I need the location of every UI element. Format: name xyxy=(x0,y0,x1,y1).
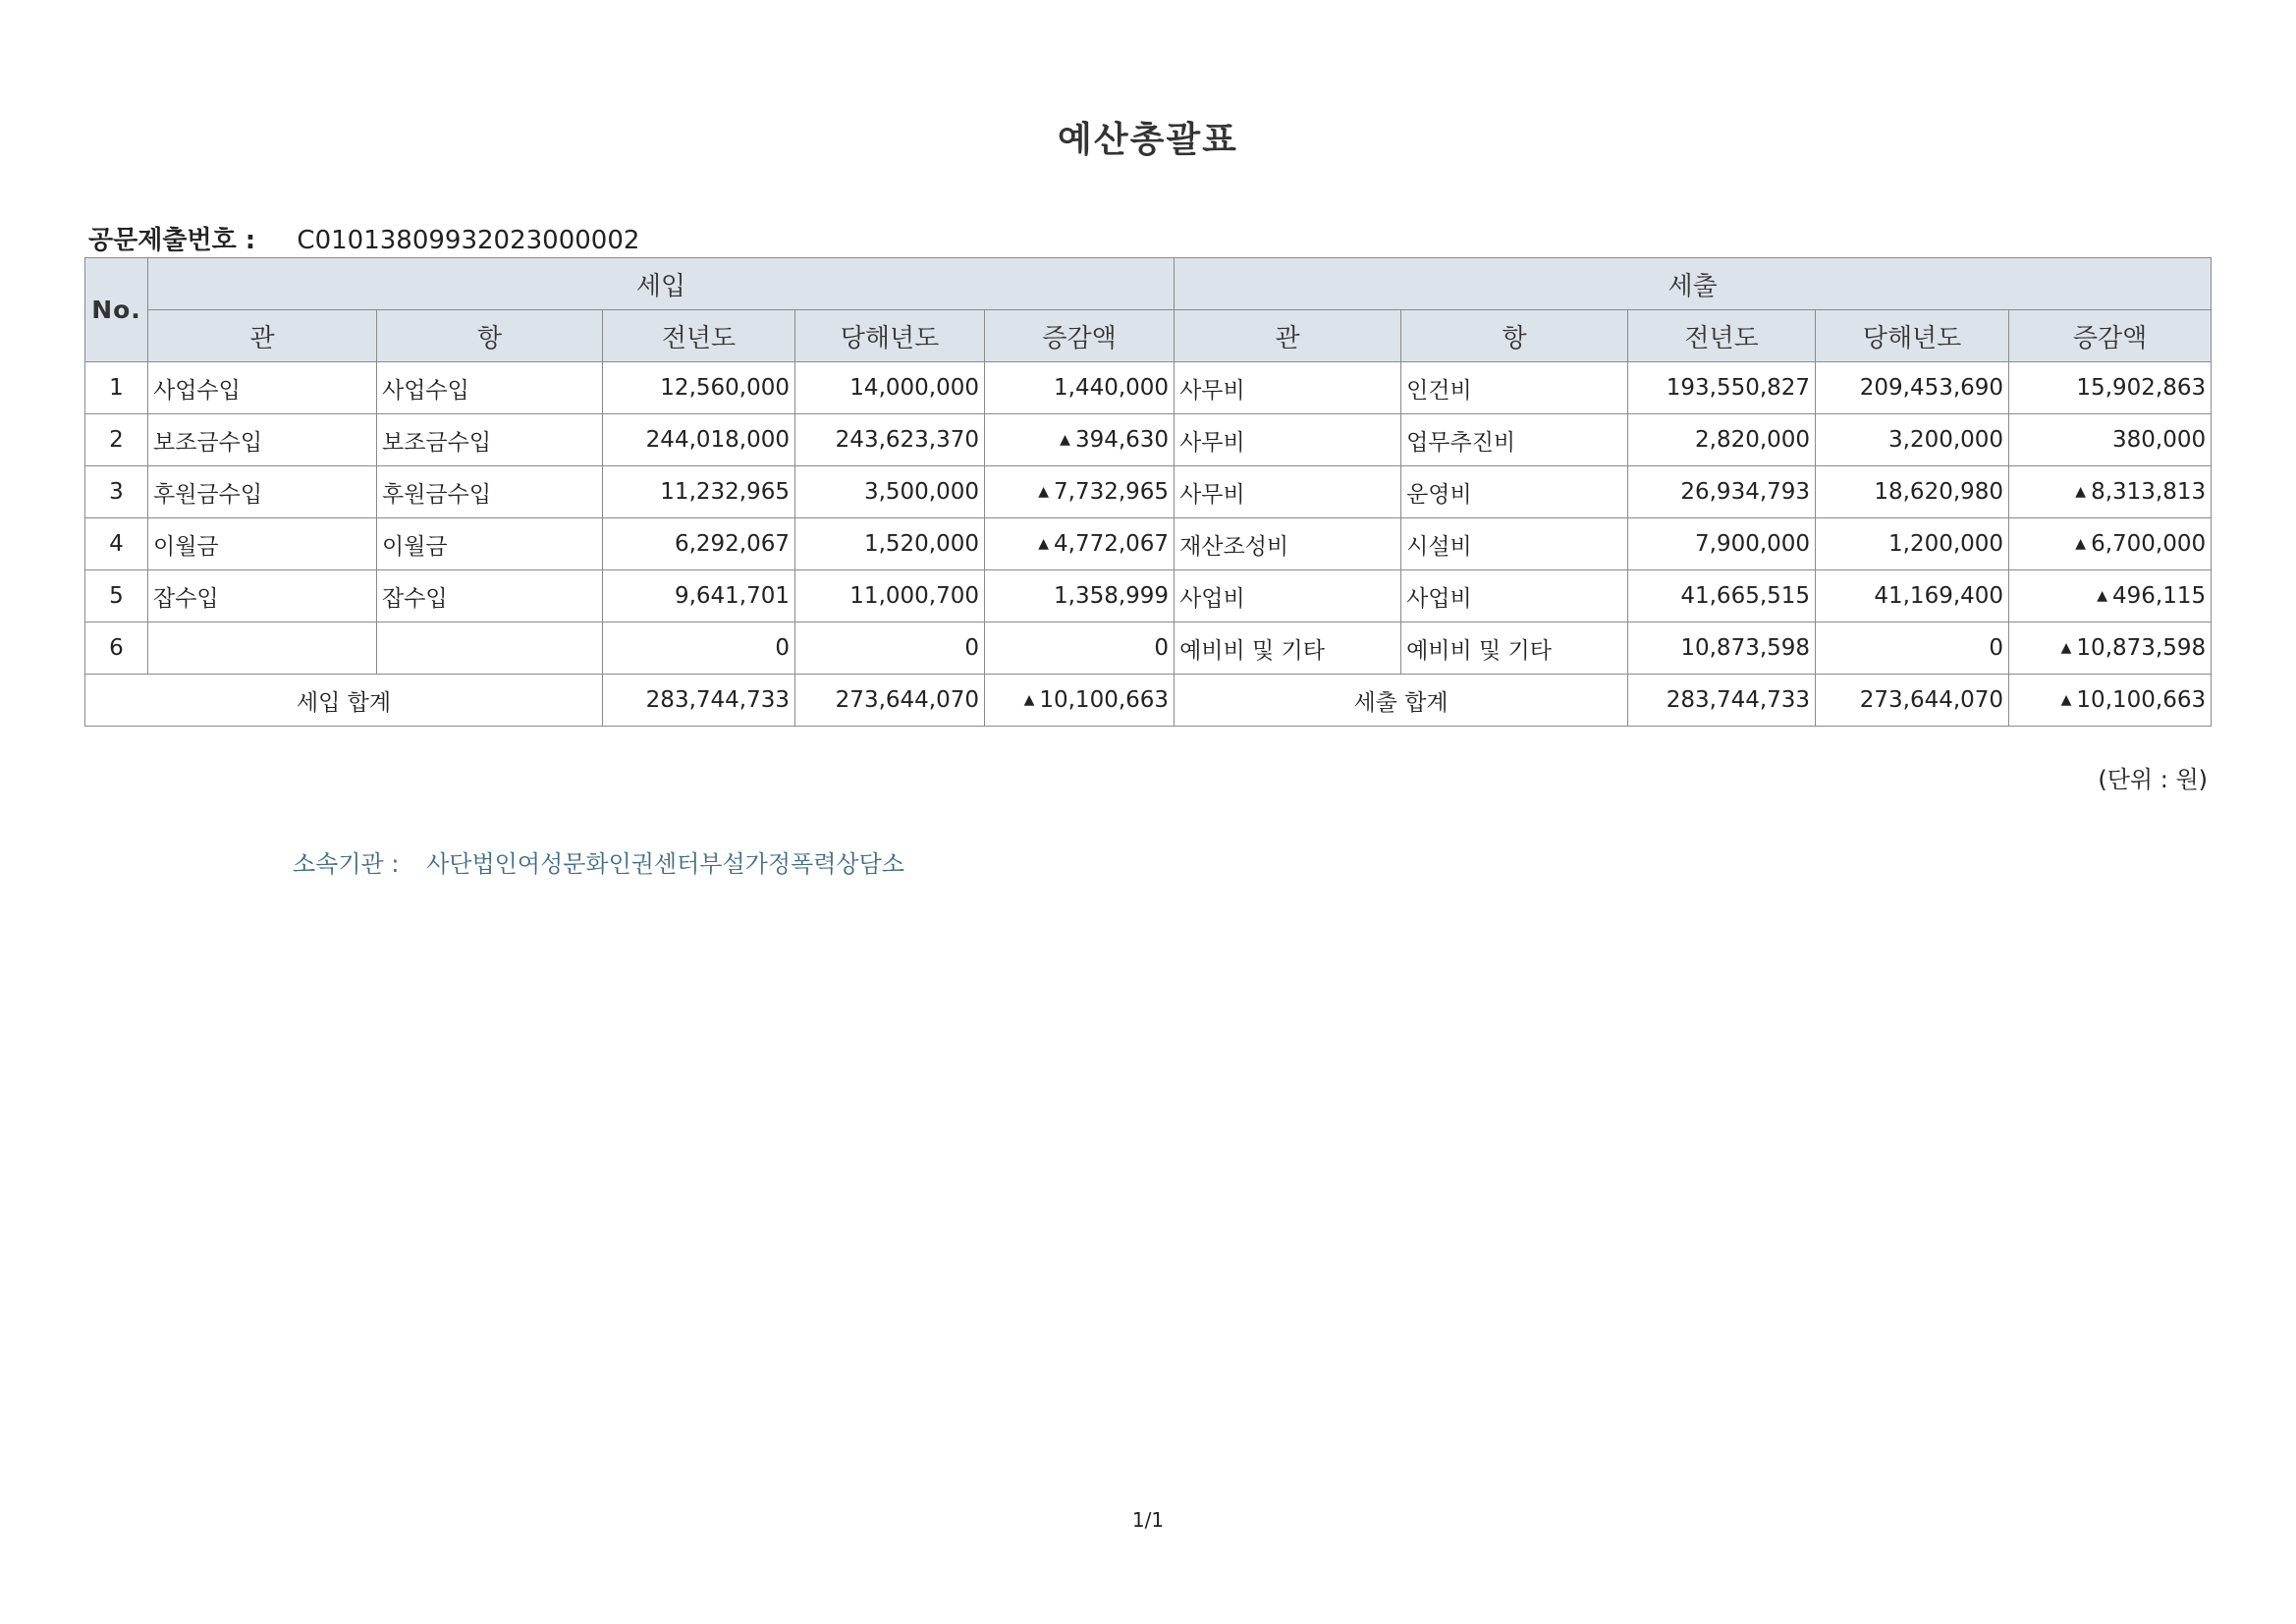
row-no: 5 xyxy=(85,570,148,623)
income-diff-value: 0 xyxy=(1154,635,1170,661)
income-total-diff-value: 10,100,663 xyxy=(1039,687,1170,713)
income-hang-header: 항 xyxy=(377,310,603,362)
decrease-triangle-icon: ▲ xyxy=(2097,588,2107,604)
expense-header: 세출 xyxy=(1175,258,2212,310)
submission-info xyxy=(88,220,639,256)
expense-prev-year: 7,900,000 xyxy=(1628,518,1816,570)
expense-prev-year: 26,934,793 xyxy=(1628,466,1816,518)
no-header: No. xyxy=(85,258,148,362)
expense-diff-value: 8,313,813 xyxy=(2091,479,2207,505)
expense-diff-value: 380,000 xyxy=(2112,427,2207,453)
expense-diff xyxy=(2009,518,2212,570)
income-prev-year: 12,560,000 xyxy=(603,362,795,414)
income-prev-year: 9,641,701 xyxy=(603,570,795,623)
row-no: 2 xyxy=(85,414,148,466)
expense-total-curr-year: 273,644,070 xyxy=(1816,675,2009,727)
organization-info xyxy=(293,844,904,879)
income-curr-year: 3,500,000 xyxy=(795,466,985,518)
expense-gwan: 재산조성비 xyxy=(1175,518,1401,570)
income-total-prev-year: 283,744,733 xyxy=(603,675,795,727)
decrease-triangle-icon: ▲ xyxy=(1060,432,1070,448)
income-gwan: 이월금 xyxy=(148,518,377,570)
income-curr-year: 1,520,000 xyxy=(795,518,985,570)
income-curr-year: 14,000,000 xyxy=(795,362,985,414)
expense-curr-year: 41,169,400 xyxy=(1816,570,2009,623)
table-row xyxy=(85,518,2212,570)
decrease-triangle-icon: ▲ xyxy=(1038,484,1049,500)
income-hang: 잡수입 xyxy=(377,570,603,623)
expense-total-prev-year: 283,744,733 xyxy=(1628,675,1816,727)
submission-number: C01013809932023000002 xyxy=(297,226,640,255)
income-gwan: 보조금수입 xyxy=(148,414,377,466)
table-row xyxy=(85,623,2212,675)
row-no: 6 xyxy=(85,623,148,675)
income-hang: 이월금 xyxy=(377,518,603,570)
expense-diff xyxy=(2009,362,2212,414)
income-curr-year: 11,000,700 xyxy=(795,570,985,623)
income-diff xyxy=(985,623,1175,675)
totals-row xyxy=(85,675,2212,727)
income-diff xyxy=(985,570,1175,623)
decrease-triangle-icon: ▲ xyxy=(2060,692,2072,708)
page-number: 1/1 xyxy=(1131,1508,1165,1532)
expense-hang: 업무추진비 xyxy=(1401,414,1628,466)
expense-diff-value: 10,873,598 xyxy=(2076,635,2207,661)
expense-hang: 예비비 및 기타 xyxy=(1401,623,1628,675)
decrease-triangle-icon: ▲ xyxy=(1023,692,1035,708)
expense-hang: 운영비 xyxy=(1401,466,1628,518)
income-diff-header: 증감액 xyxy=(985,310,1175,362)
income-diff xyxy=(985,414,1175,466)
income-total-diff xyxy=(985,675,1175,727)
budget-summary-table xyxy=(84,257,2212,727)
income-total-label: 세입 합계 xyxy=(85,675,603,727)
decrease-triangle-icon: ▲ xyxy=(2075,484,2087,500)
income-diff-value: 4,772,067 xyxy=(1054,531,1170,557)
income-hang: 사업수입 xyxy=(377,362,603,414)
income-gwan-header: 관 xyxy=(148,310,377,362)
income-curr-year: 243,623,370 xyxy=(795,414,985,466)
income-gwan: 사업수입 xyxy=(148,362,377,414)
row-no: 3 xyxy=(85,466,148,518)
expense-curr-year: 18,620,980 xyxy=(1816,466,2009,518)
income-diff-value: 1,358,999 xyxy=(1054,583,1170,609)
expense-gwan: 사무비 xyxy=(1175,466,1401,518)
organization-label: 소속기관 : xyxy=(293,850,400,878)
expense-prev-year: 41,665,515 xyxy=(1628,570,1816,623)
expense-diff-header: 증감액 xyxy=(2009,310,2212,362)
expense-gwan: 예비비 및 기타 xyxy=(1175,623,1401,675)
expense-gwan: 사무비 xyxy=(1175,362,1401,414)
expense-curr-year: 0 xyxy=(1816,623,2009,675)
income-diff-value: 394,630 xyxy=(1074,427,1170,453)
expense-curr-year: 1,200,000 xyxy=(1816,518,2009,570)
table-row xyxy=(85,414,2212,466)
expense-total-label: 세출 합계 xyxy=(1175,675,1628,727)
income-hang xyxy=(377,623,603,675)
table-row xyxy=(85,362,2212,414)
expense-total-diff xyxy=(2009,675,2212,727)
income-prev-year-header: 전년도 xyxy=(603,310,795,362)
expense-hang: 사업비 xyxy=(1401,570,1628,623)
income-header: 세입 xyxy=(148,258,1175,310)
income-hang: 후원금수입 xyxy=(377,466,603,518)
income-diff xyxy=(985,466,1175,518)
page-title: 예산총괄표 xyxy=(1058,120,1238,160)
row-no: 1 xyxy=(85,362,148,414)
income-diff-value: 7,732,965 xyxy=(1054,479,1170,505)
expense-prev-year: 193,550,827 xyxy=(1628,362,1816,414)
income-diff xyxy=(985,518,1175,570)
expense-total-diff-value: 10,100,663 xyxy=(2076,687,2207,713)
expense-diff xyxy=(2009,623,2212,675)
expense-diff xyxy=(2009,570,2212,623)
expense-diff-value: 6,700,000 xyxy=(2091,531,2207,557)
submission-label: 공문제출번호 : xyxy=(88,226,256,255)
unit-note: (단위 : 원) xyxy=(2098,766,2208,793)
expense-curr-year-header: 당해년도 xyxy=(1816,310,2009,362)
expense-gwan-header: 관 xyxy=(1175,310,1401,362)
expense-prev-year: 2,820,000 xyxy=(1628,414,1816,466)
expense-prev-year: 10,873,598 xyxy=(1628,623,1816,675)
expense-gwan: 사업비 xyxy=(1175,570,1401,623)
income-total-curr-year: 273,644,070 xyxy=(795,675,985,727)
income-prev-year: 11,232,965 xyxy=(603,466,795,518)
table-row xyxy=(85,570,2212,623)
decrease-triangle-icon: ▲ xyxy=(2075,536,2087,552)
income-prev-year: 6,292,067 xyxy=(603,518,795,570)
income-hang: 보조금수입 xyxy=(377,414,603,466)
income-prev-year: 244,018,000 xyxy=(603,414,795,466)
expense-diff-value: 15,902,863 xyxy=(2076,375,2207,401)
expense-prev-year-header: 전년도 xyxy=(1628,310,1816,362)
table-row xyxy=(85,466,2212,518)
income-prev-year: 0 xyxy=(603,623,795,675)
expense-diff-value: 496,115 xyxy=(2112,583,2207,609)
row-no: 4 xyxy=(85,518,148,570)
income-curr-year-header: 당해년도 xyxy=(795,310,985,362)
expense-hang-header: 항 xyxy=(1401,310,1628,362)
decrease-triangle-icon: ▲ xyxy=(1038,536,1049,552)
expense-diff xyxy=(2009,466,2212,518)
income-gwan: 잡수입 xyxy=(148,570,377,623)
income-diff xyxy=(985,362,1175,414)
income-gwan xyxy=(148,623,377,675)
expense-gwan: 사무비 xyxy=(1175,414,1401,466)
income-gwan: 후원금수입 xyxy=(148,466,377,518)
income-curr-year: 0 xyxy=(795,623,985,675)
income-diff-value: 1,440,000 xyxy=(1054,375,1170,401)
organization-name: 사단법인여성문화인권센터부설가정폭력상담소 xyxy=(426,850,904,878)
expense-curr-year: 3,200,000 xyxy=(1816,414,2009,466)
decrease-triangle-icon: ▲ xyxy=(2060,640,2072,656)
expense-curr-year: 209,453,690 xyxy=(1816,362,2009,414)
expense-diff xyxy=(2009,414,2212,466)
expense-hang: 시설비 xyxy=(1401,518,1628,570)
expense-hang: 인건비 xyxy=(1401,362,1628,414)
